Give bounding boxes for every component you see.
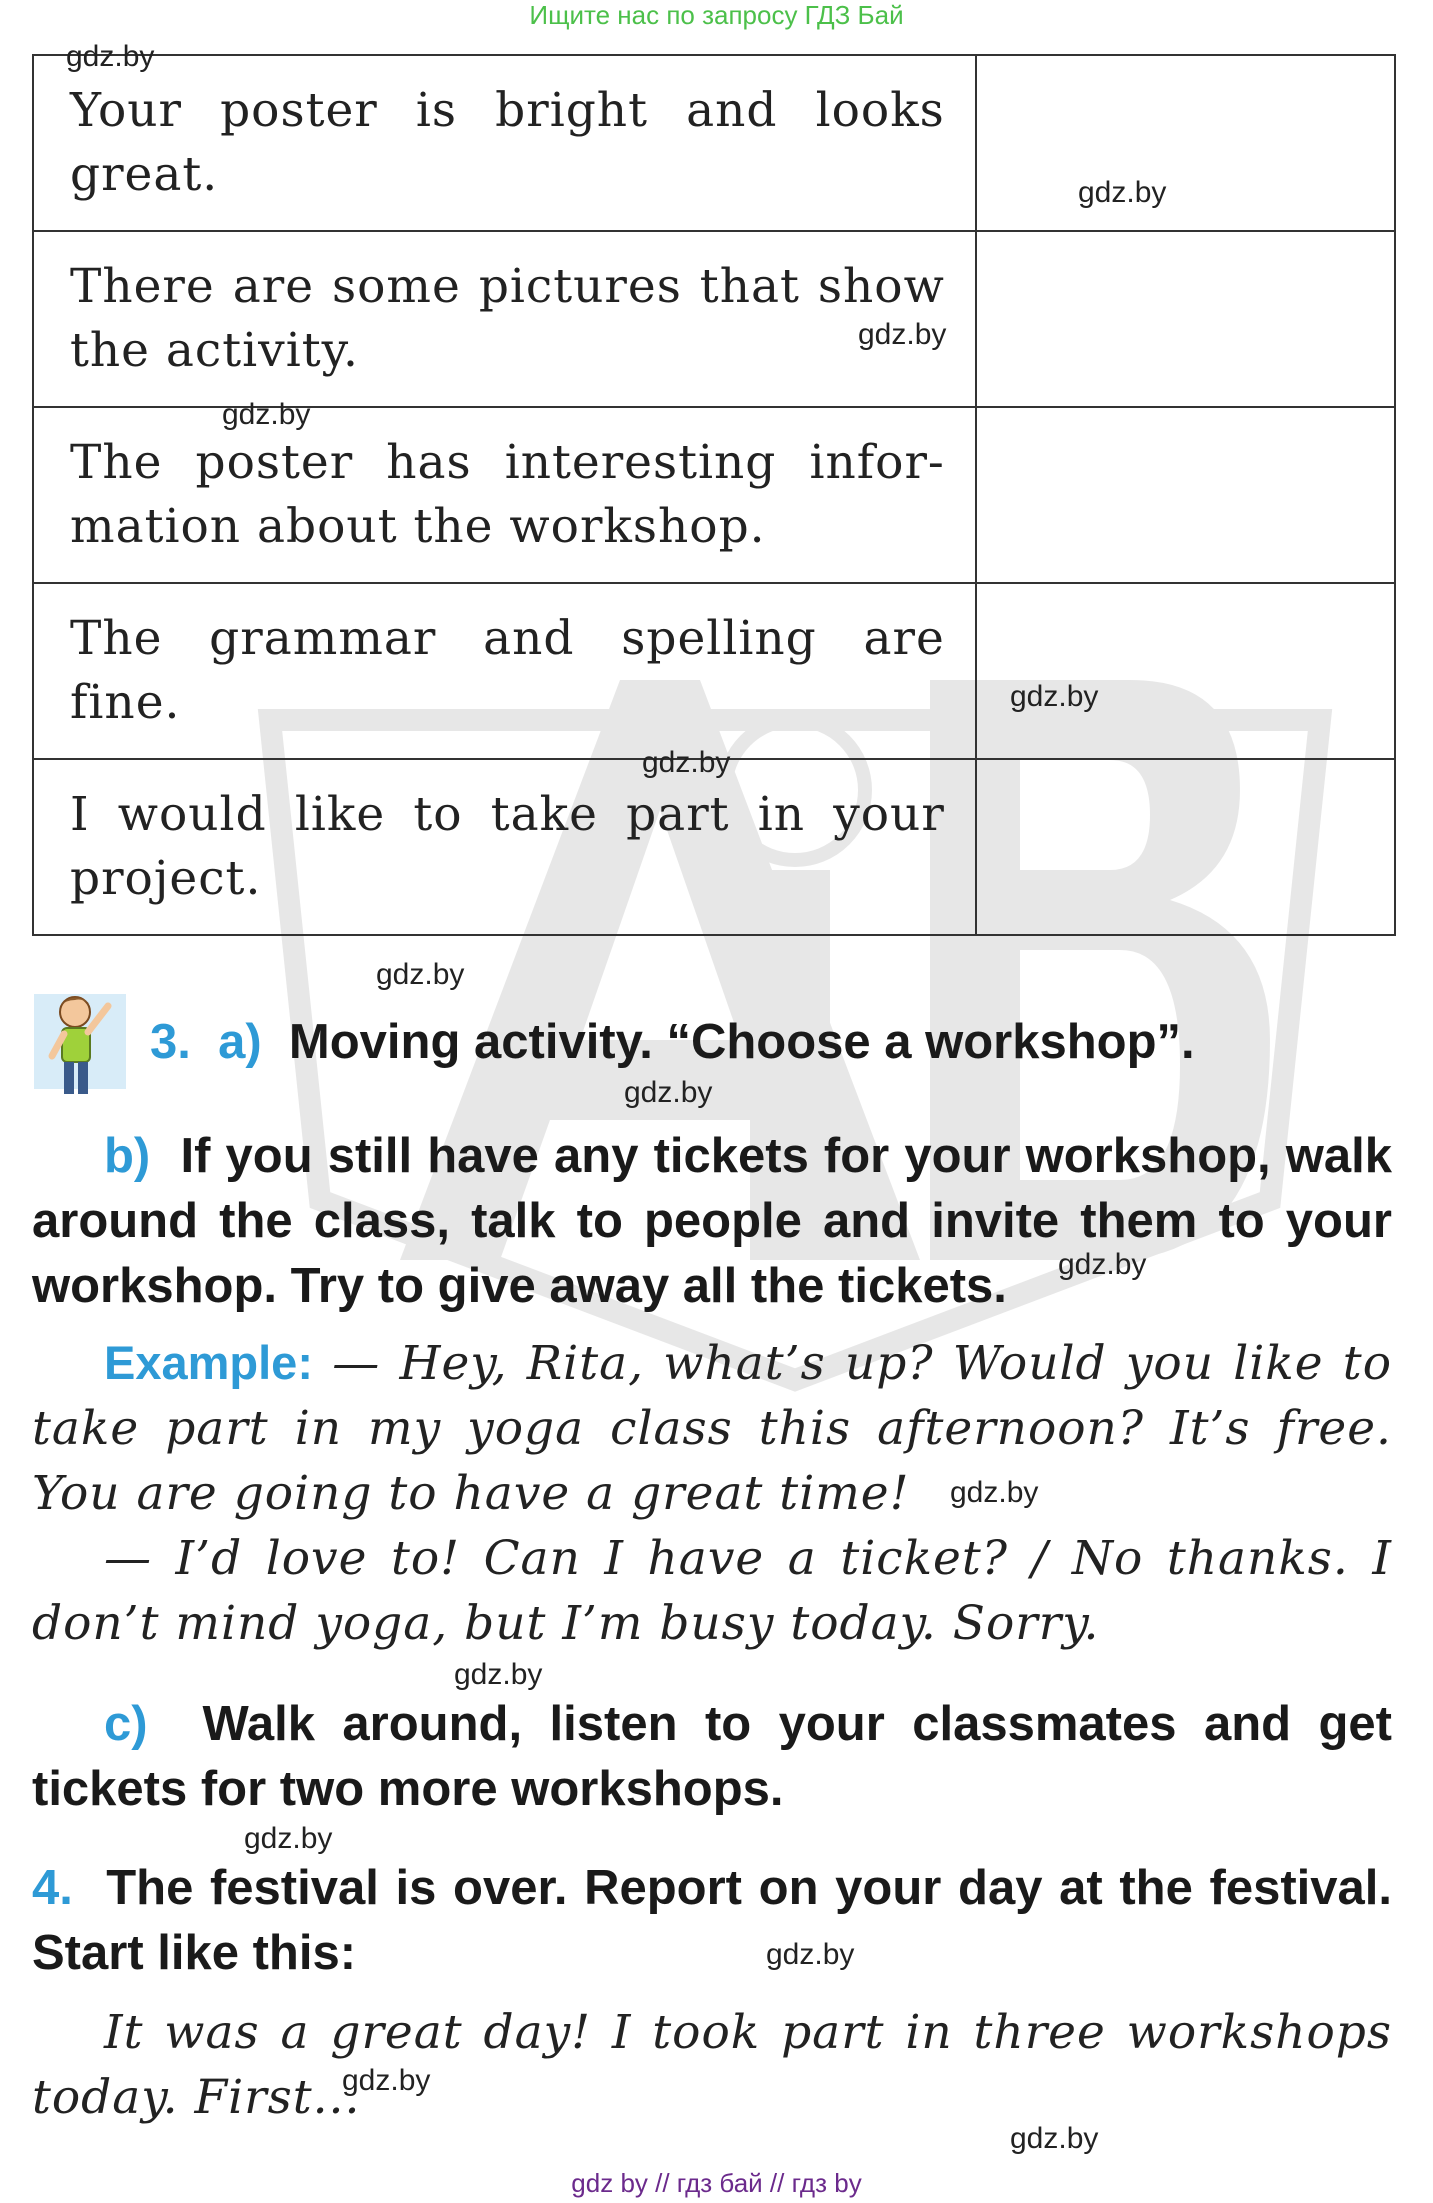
watermark-label: gdz.by [624, 1076, 713, 1109]
task-number: 3. [150, 1015, 191, 1069]
task-3a [150, 1010, 1400, 1075]
boy-pointing-icon [30, 984, 130, 1104]
bottom-banner[interactable]: gdz by // гдз бай // гдз by [571, 2168, 862, 2198]
subtask-label: c) [104, 1697, 148, 1751]
mark-cell[interactable] [976, 55, 1395, 231]
watermark-label: gdz.by [858, 318, 947, 351]
watermark-label: gdz.by [66, 40, 155, 73]
top-banner[interactable]: Ищите нас по запросу ГДЗ Бай [529, 0, 904, 30]
mark-cell[interactable] [976, 759, 1395, 935]
task-number: 4. [32, 1861, 73, 1915]
example-dialogue-2 [32, 1526, 1392, 1656]
watermark-label: gdz.by [1010, 680, 1099, 713]
mark-cell[interactable] [976, 231, 1395, 407]
example-label: Example: [104, 1336, 313, 1389]
table-row [33, 583, 1395, 759]
example-dialogue-1 [32, 1330, 1392, 1526]
subtask-label: a) [218, 1015, 262, 1069]
task-3c [32, 1692, 1392, 1822]
watermark-label: gdz.by [454, 1658, 543, 1691]
watermark-label: gdz.by [766, 1938, 855, 1971]
watermark-label: gdz.by [244, 1822, 333, 1855]
example-line-2: — I’d love to! Can I have a ticket? / No thanks. I don’t mind yoga, but I’m busy today. Sorry. [32, 1531, 1392, 1651]
table-row [33, 759, 1395, 935]
table-row [33, 407, 1395, 583]
watermark-label: gdz.by [950, 1476, 1039, 1509]
watermark-label: gdz.by [342, 2064, 431, 2097]
statement-cell: There are some pictures that show the activity. [33, 231, 976, 407]
task-4-text: The festival is over. Report on your day at the festival. Start like this: [32, 1861, 1392, 1980]
statement-cell: The poster has interesting infor-mation about the workshop. [33, 407, 976, 583]
statement-cell: The grammar and spelling are fine. [33, 583, 976, 759]
task-4-example-text: It was a great day! I took part in three workshops today. First... [32, 2005, 1392, 2125]
task-3b-text: If you still have any tickets for your workshop, walk around the class, talk to people and invite them to your workshop. Try to give away all the tickets. [32, 1129, 1392, 1313]
watermark-label: gdz.by [1058, 1248, 1147, 1281]
table-row [33, 55, 1395, 231]
watermark-label: gdz.by [642, 746, 731, 779]
statement-cell: Your poster is bright and looks great. [33, 55, 976, 231]
task-3c-text: Walk around, listen to your classmates and get tickets for two more workshops. [32, 1697, 1392, 1816]
mark-cell[interactable] [976, 407, 1395, 583]
task-3a-text: Moving activity. “Choose a workshop”. [288, 1015, 1195, 1069]
mark-cell[interactable] [976, 583, 1395, 759]
watermark-label: gdz.by [376, 958, 465, 991]
task-3b [32, 1124, 1392, 1319]
example-line-1: — Hey, Rita, what’s up? Would you like to take part in my yoga class this afternoon? It’s free. You are going to have a great time! [32, 1336, 1392, 1521]
task-4 [32, 1856, 1392, 1986]
statement-cell: I would like to take part in your project. [33, 759, 976, 935]
task-4-example [32, 2000, 1392, 2130]
subtask-label: b) [104, 1129, 151, 1183]
evaluation-table [32, 54, 1396, 936]
watermark-label: gdz.by [222, 398, 311, 431]
watermark-label: gdz.by [1010, 2122, 1099, 2155]
watermark-label: gdz.by [1078, 176, 1167, 209]
table-row [33, 231, 1395, 407]
